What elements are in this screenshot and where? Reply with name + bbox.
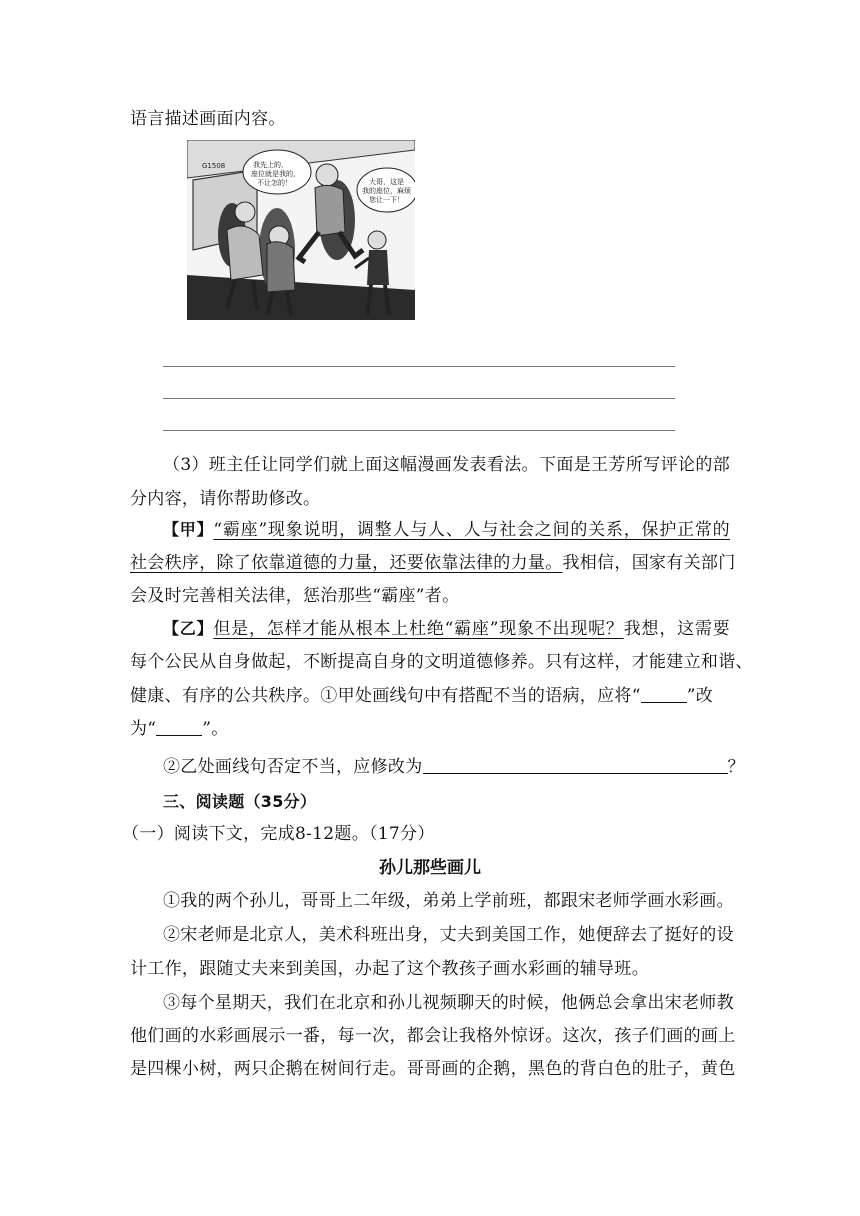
intro-tail-text: 语言描述画面内容。 xyxy=(130,109,286,129)
story-p2-line-1: ②宋老师是北京人，美术科班出身，丈夫到美国工作，她便辞去了挺好的设 xyxy=(163,925,734,945)
yi-rest-1: 我想，这需要 xyxy=(623,619,730,639)
blank-2[interactable] xyxy=(156,717,202,736)
answer-line-3[interactable] xyxy=(163,430,675,431)
speech-left-line-1: 我先上的， xyxy=(253,161,288,169)
jia-line-3: 会及时完善相关法律，惩治那些“霸座”者。 xyxy=(130,586,460,606)
yi-line-3-b: ”改 xyxy=(686,686,713,706)
story-p1: ①我的两个孙儿，哥哥上二年级，弟弟上学前班，都跟宋老师学画水彩画。 xyxy=(163,891,734,911)
q3-line-2: 分内容，请你帮助修改。 xyxy=(130,489,321,509)
jia-rest-2: 我相信，国家有关部门 xyxy=(562,553,736,573)
yi-line-2: 每个公民从自身做起，不断提高自身的文明道德修养。只有这样，才能建立和谐、 xyxy=(130,652,753,672)
part-1-instruction: （一）阅读下文，完成8-12题。（17分） xyxy=(122,824,435,844)
yi-tag: 【乙】 xyxy=(163,619,214,638)
yi-line-5 xyxy=(163,750,745,784)
story-p2-line-2: 计工作，跟随丈夫来到美国，办起了这个教孩子画水彩画的辅导班。 xyxy=(130,959,649,979)
yi-underlined: 但是，怎样才能从根本上杜绝“霸座”现象不出现呢？ xyxy=(213,619,624,639)
jia-line-2 xyxy=(130,546,736,580)
blank-1[interactable] xyxy=(641,684,687,703)
q3-line-1: （3）班主任让同学们就上面这幅漫画发表看法。下面是王芳所写评论的部 xyxy=(163,455,730,475)
answer-line-2[interactable] xyxy=(163,398,675,399)
speech-right-line-1: 大哥，这是 xyxy=(369,178,404,186)
story-p3-line-2: 他们画的水彩画展示一番，每一次，都会让我格外惊讶。这次，孩子们画的画上 xyxy=(130,1026,736,1046)
story-title: 孙儿那些画儿 xyxy=(379,858,481,878)
jia-underlined-1: “霸座”现象说明，调整人与人、人与社会之间的关系，保护正常的 xyxy=(213,520,730,540)
yi-line-3 xyxy=(130,679,730,713)
jia-underlined-2: 社会秩序，除了依靠道德的力量，还要依靠法律的力量。 xyxy=(130,553,563,573)
speech-left-line-2: 座位就是我的， xyxy=(251,170,300,178)
yi-line-1 xyxy=(163,612,730,646)
cartoon-drawing xyxy=(187,140,415,320)
train-code-label: G1508 xyxy=(202,162,226,170)
blank-3[interactable] xyxy=(423,755,728,774)
speech-left-line-3: 不让怎的！ xyxy=(257,179,292,187)
answer-line-1[interactable] xyxy=(163,366,675,367)
yi-line-4-a: 为“ xyxy=(130,719,157,739)
jia-tag: 【甲】 xyxy=(163,520,214,539)
section-3-heading: 三、阅读题（35分） xyxy=(163,792,317,811)
speech-right-line-2: 我的座位，麻烦 xyxy=(362,187,411,195)
story-p3-line-1: ③每个星期天，我们在北京和孙儿视频聊天的时候，他俩总会拿出宋老师教 xyxy=(163,993,734,1013)
yi-line-5-a: ②乙处画线句否定不当，应修改为 xyxy=(163,757,423,777)
yi-line-5-b: ？ xyxy=(727,757,745,777)
yi-line-4-b: ”。 xyxy=(202,719,229,739)
story-p3-line-3: 是四棵小树，两只企鹅在树间行走。哥哥画的企鹅，黑色的背白色的肚子，黄色 xyxy=(130,1059,736,1079)
speech-right-line-3: 您让一下！ xyxy=(369,196,404,204)
yi-line-4 xyxy=(130,712,730,746)
jia-line-1 xyxy=(163,513,730,547)
yi-line-3-a: 健康、有序的公共秩序。①甲处画线句中有搭配不当的语病，应将“ xyxy=(130,686,641,706)
cartoon-illustration xyxy=(187,140,415,320)
